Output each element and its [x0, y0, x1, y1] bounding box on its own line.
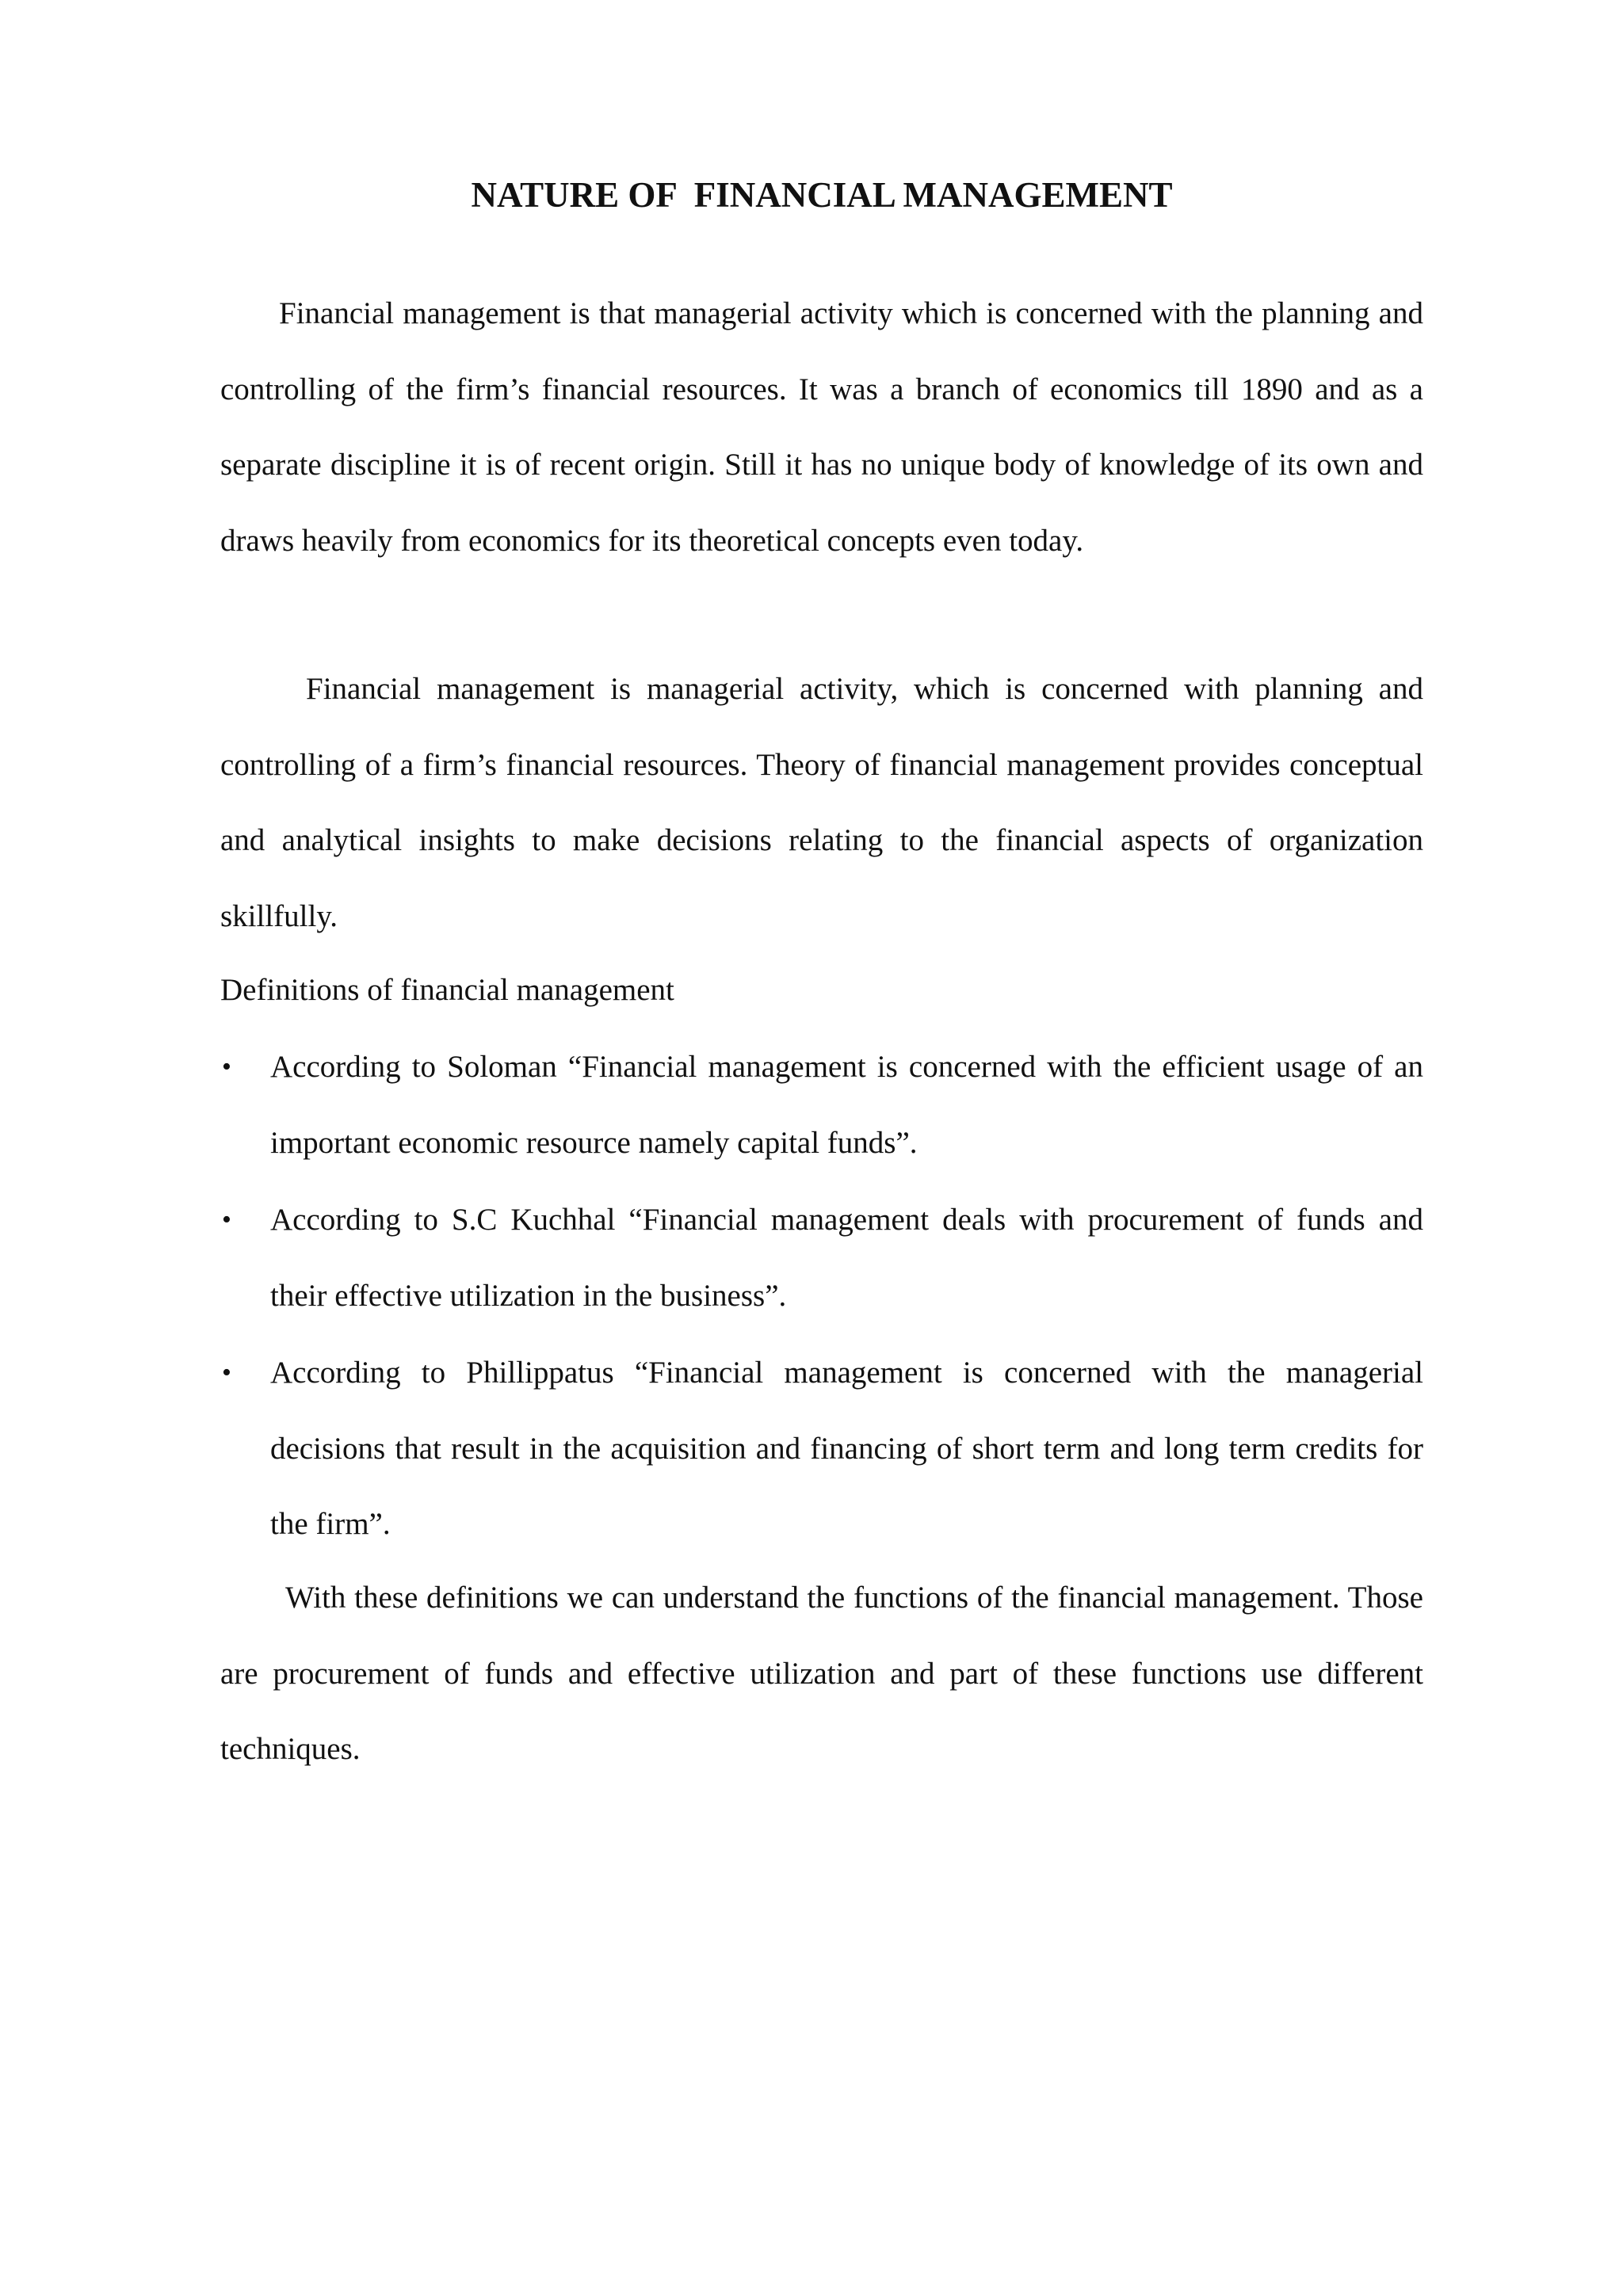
definition-text-kuchhal: According to S.C Kuchhal “Financial management deals with procurement of funds and their effective utilization in the business”.: [270, 1203, 1423, 1313]
list-item: [220, 1182, 1423, 1333]
intro-paragraph: Financial management is that managerial activity which is concerned with the planning and controlling of the firm’s financial resources. It was a branch of economics till 1890 and as a separate discipline it is of recent origin. Still it has no unique body of knowledge of its own and draws heavily from economics for its theoretical concepts even today.: [220, 296, 1423, 558]
bullet-icon: •: [222, 1358, 231, 1387]
list-item: [220, 1335, 1423, 1562]
definition-text-phillippatus: According to Phillippatus “Financial management is concerned with the managerial decisions that result in the acquisition and financing of short term and long term credits for the firm”.: [270, 1356, 1423, 1541]
bullet-icon: •: [222, 1205, 231, 1234]
closing-paragraph: With these definitions we can understand the functions of the financial management. Those are procurement of funds and effective utilization and part of these functions use different techniques.: [220, 1581, 1423, 1766]
list-item: [220, 1029, 1423, 1180]
definitions-heading: Definitions of financial management: [220, 973, 674, 1007]
page-title: NATURE OF FINANCIAL MANAGEMENT: [471, 175, 1173, 215]
bullet-icon: •: [222, 1052, 231, 1081]
second-paragraph: Financial management is managerial activity, which is concerned with planning and controlling of a firm’s financial resources. Theory of financial management provides conceptual and analytical insights to make decisions relating to the financial aspects of organization skillfully.: [220, 672, 1423, 933]
definitions-list: [220, 1029, 1423, 1564]
definition-text-soloman: According to Soloman “Financial management is concerned with the efficient usage of an important economic resource namely capital funds”.: [270, 1050, 1423, 1160]
